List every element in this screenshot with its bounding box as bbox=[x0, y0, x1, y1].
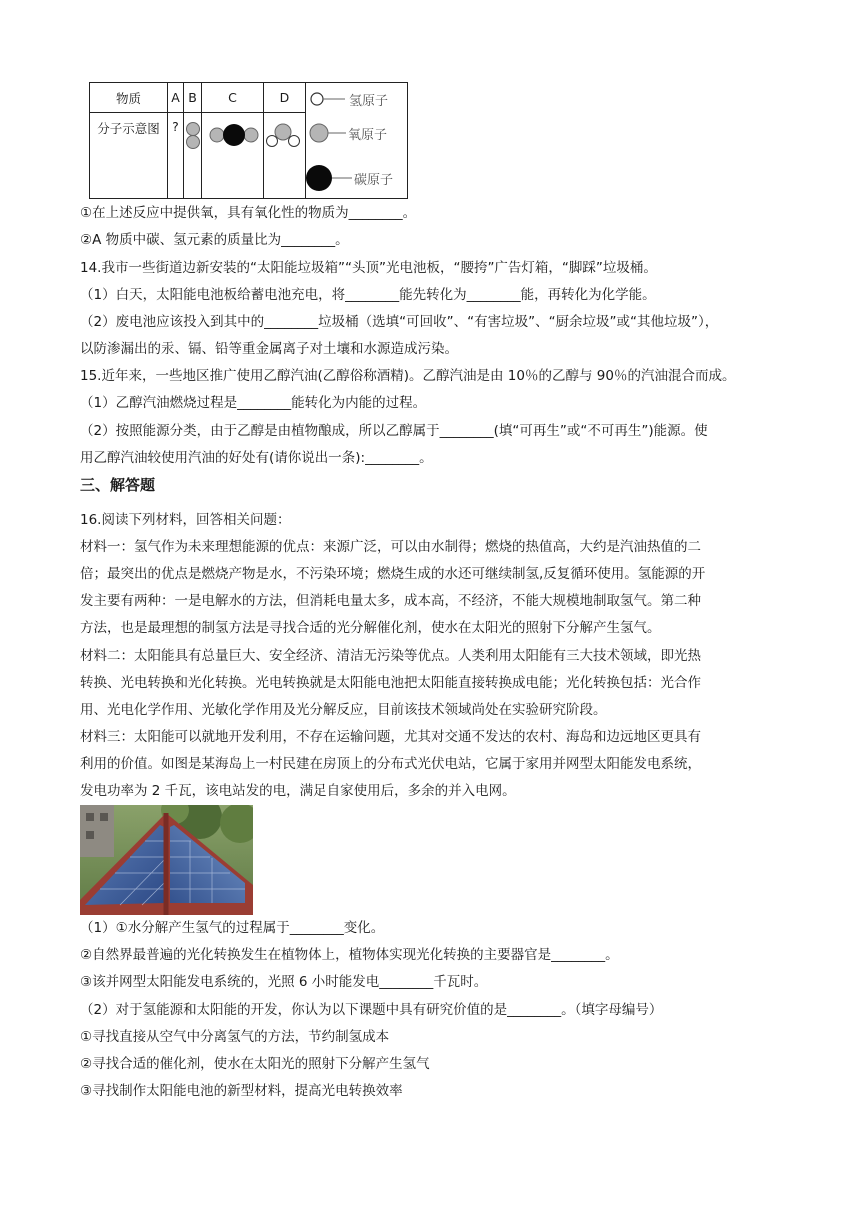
solar-roof-photo bbox=[80, 805, 253, 915]
q16-stem: 16.阅读下列材料，回答相关问题： bbox=[80, 512, 291, 528]
q15-stem: 15.近年来，一些地区推广使用乙醇汽油(乙醇俗称酒精)。乙醇汽油是由 10％的乙醇与 90％的汽油混合而成。 bbox=[80, 368, 736, 384]
q14-part2-cont: 以防渗漏出的汞、镉、铅等重金属离子对土壤和水源造成污染。 bbox=[80, 341, 458, 357]
cell-a: ? bbox=[167, 112, 184, 199]
material3-line3: 发电功率为 2 千瓦，该电站发的电，满足自家使用后，多余的并入电网。 bbox=[80, 783, 516, 799]
q15-part2-cont: 用乙醇汽油较使用汽油的好处有(请你说出一条):________。 bbox=[80, 450, 433, 466]
legend-carbon-label: 碳原子 bbox=[354, 173, 394, 188]
legend-oxygen-label: 氧原子 bbox=[348, 128, 388, 143]
q14-part2: （2）废电池应该投入到其中的________垃圾桶（选填“可回收”、“有害垃圾”、“厨余垃圾”或“其他垃圾”）， bbox=[80, 314, 719, 330]
material2-line1: 材料二：太阳能具有总量巨大、安全经济、清洁无污染等优点。人类利用太阳能有三大技术领域，即光热 bbox=[80, 648, 701, 664]
header-b: B bbox=[183, 82, 202, 113]
b-oxygen-molecule-icon bbox=[187, 123, 200, 149]
option-3: ③寻找制作太阳能电池的新型材料，提高光电转换效率 bbox=[80, 1083, 403, 1099]
material1-line4: 方法，也是最理想的制氢方法是寻找合适的光分解催化剂，使水在太阳光的照射下分解产生氢气。 bbox=[80, 620, 661, 636]
q16-part1-sub2: ②自然界最普遍的光化转换发生在植物体上，植物体实现光化转换的主要器官是________。 bbox=[80, 947, 619, 963]
header-a: A bbox=[167, 82, 184, 113]
option-2: ②寻找合适的催化剂，使水在太阳光的照射下分解产生氢气 bbox=[80, 1056, 430, 1072]
q14-stem: 14.我市一些街道边新安装的“太阳能垃圾箱”“头顶”光电池板，“腰挎”广告灯箱，“脚踩”垃圾桶。 bbox=[80, 260, 657, 276]
material1-line1: 材料一：氢气作为未来理想能源的优点：来源广泛，可以由水制得；燃烧的热值高，大约是汽油热值的二 bbox=[80, 539, 701, 555]
material3-line1: 材料三：太阳能可以就地开发利用，不存在运输问题，尤其对交通不发达的农村、海岛和边远地区更具有 bbox=[80, 729, 701, 745]
material2-line3: 用、光电化学作用、光敏化学作用及光分解反应，目前该技术领域尚处在实验研究阶段。 bbox=[80, 702, 607, 718]
q15-part1: （1）乙醇汽油燃烧过程是________能转化为内能的过程。 bbox=[80, 395, 427, 411]
c-carbon-dioxide-molecule-icon bbox=[210, 124, 258, 146]
q16-part2: （2）对于氢能源和太阳能的开发，你认为以下课题中具有研究价值的是________。（填字母编号） bbox=[80, 1002, 663, 1018]
material1-line2: 倍；最突出的优点是燃烧产物是水，不污染环境；燃烧生成的水还可继续制氢,反复循环使用。氢能源的开 bbox=[80, 566, 706, 582]
header-c: C bbox=[201, 82, 264, 113]
carbon-atom-legend-icon bbox=[306, 165, 352, 191]
material3-line2: 利用的价值。如图是某海岛上一村民建在房顶上的分布式光伏电站，它属于家用并网型太阳能发电系统， bbox=[80, 756, 701, 772]
option-1: ①寻找直接从空气中分离氢气的方法，节约制氢成本 bbox=[80, 1029, 390, 1045]
q14-part1: （1）白天，太阳能电池板给蓄电池充电，将________能先转化为________能，再转化为化学能。 bbox=[80, 287, 656, 303]
d-water-molecule-icon bbox=[267, 124, 300, 147]
q16-part1-sub1: （1）①水分解产生氢气的过程属于________变化。 bbox=[80, 920, 385, 936]
hydrogen-atom-legend-icon bbox=[311, 93, 345, 105]
header-d: D bbox=[263, 82, 306, 113]
row-label: 分子示意图 bbox=[89, 112, 168, 199]
legend-hydrogen-label: 氢原子 bbox=[349, 94, 389, 109]
q13-sub2: ②A 物质中碳、氢元素的质量比为________。 bbox=[80, 232, 349, 248]
oxygen-atom-legend-icon bbox=[310, 124, 346, 142]
material1-line3: 发主要有两种：一是电解水的方法，但消耗电量太多，成本高，不经济，不能大规模地制取氢气。第二种 bbox=[80, 593, 701, 609]
q13-sub1: ①在上述反应中提供氧，具有氧化性的物质为________。 bbox=[80, 205, 417, 221]
section-heading: 三、解答题 bbox=[80, 476, 156, 494]
q16-part1-sub3: ③该并网型太阳能发电系统的，光照 6 小时能发电________千瓦时。 bbox=[80, 974, 488, 990]
material2-line2: 转换、光电转换和光化转换。光电转换就是太阳能电池把太阳能直接转换成电能；光化转换包括：光合作 bbox=[80, 675, 701, 691]
q15-part2: （2）按照能源分类，由于乙醇是由植物酿成，所以乙醇属于________(填“可再生”或“不可再生”)能源。使 bbox=[80, 423, 708, 439]
header-substance: 物质 bbox=[89, 82, 168, 113]
molecule-table bbox=[89, 82, 408, 199]
